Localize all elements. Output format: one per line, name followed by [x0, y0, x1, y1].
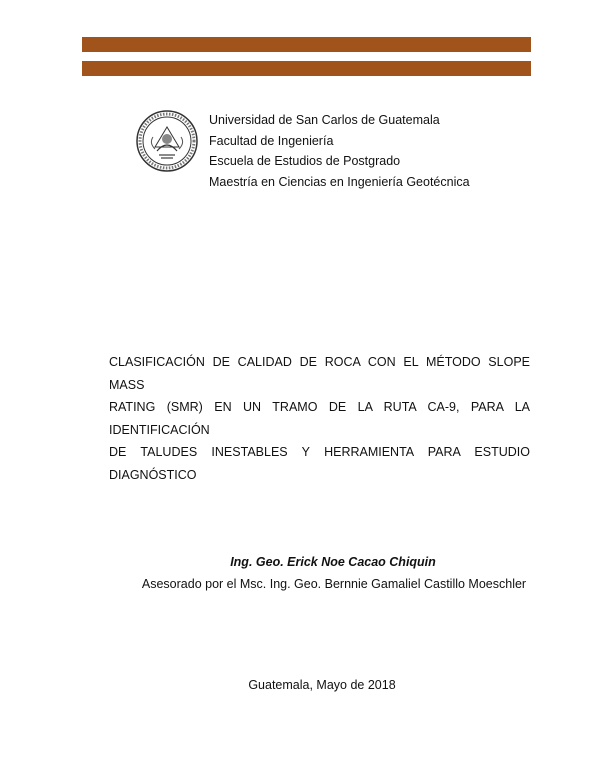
title-line: CLASIFICACIÓN DE CALIDAD DE ROCA CON EL MÉTODO SLOPE MASS: [109, 355, 530, 392]
school-name: Escuela de Estudios de Postgrado: [209, 154, 401, 168]
title-line: DIAGNÓSTICO: [109, 467, 197, 482]
advisor-line: Asesorado por el Msc. Ing. Geo. Bernnie Gamaliel Castillo Moeschler: [141, 577, 527, 591]
program-name: Maestría en Ciencias en Ingeniería Geotécnica: [209, 174, 470, 189]
institution-block: [209, 110, 470, 192]
faculty-name: Facultad de Ingeniería: [209, 133, 334, 148]
title-line: RATING (SMR) EN UN TRAMO DE LA RUTA CA-9, PARA LA IDENTIFICACIÓN: [109, 400, 530, 437]
title-line: DE TALUDES INESTABLES Y HERRAMIENTA PARA ESTUDIO: [109, 445, 530, 459]
university-seal-icon: [135, 109, 199, 173]
university-name: Universidad de San Carlos de Guatemala: [209, 113, 440, 127]
header-bar-top: [82, 37, 531, 52]
thesis-title: [109, 351, 530, 486]
place-date: Guatemala, Mayo de 2018: [248, 678, 396, 692]
header-bar-bottom: [82, 61, 531, 76]
author-name: Ing. Geo. Erick Noe Cacao Chiquin: [230, 555, 436, 569]
